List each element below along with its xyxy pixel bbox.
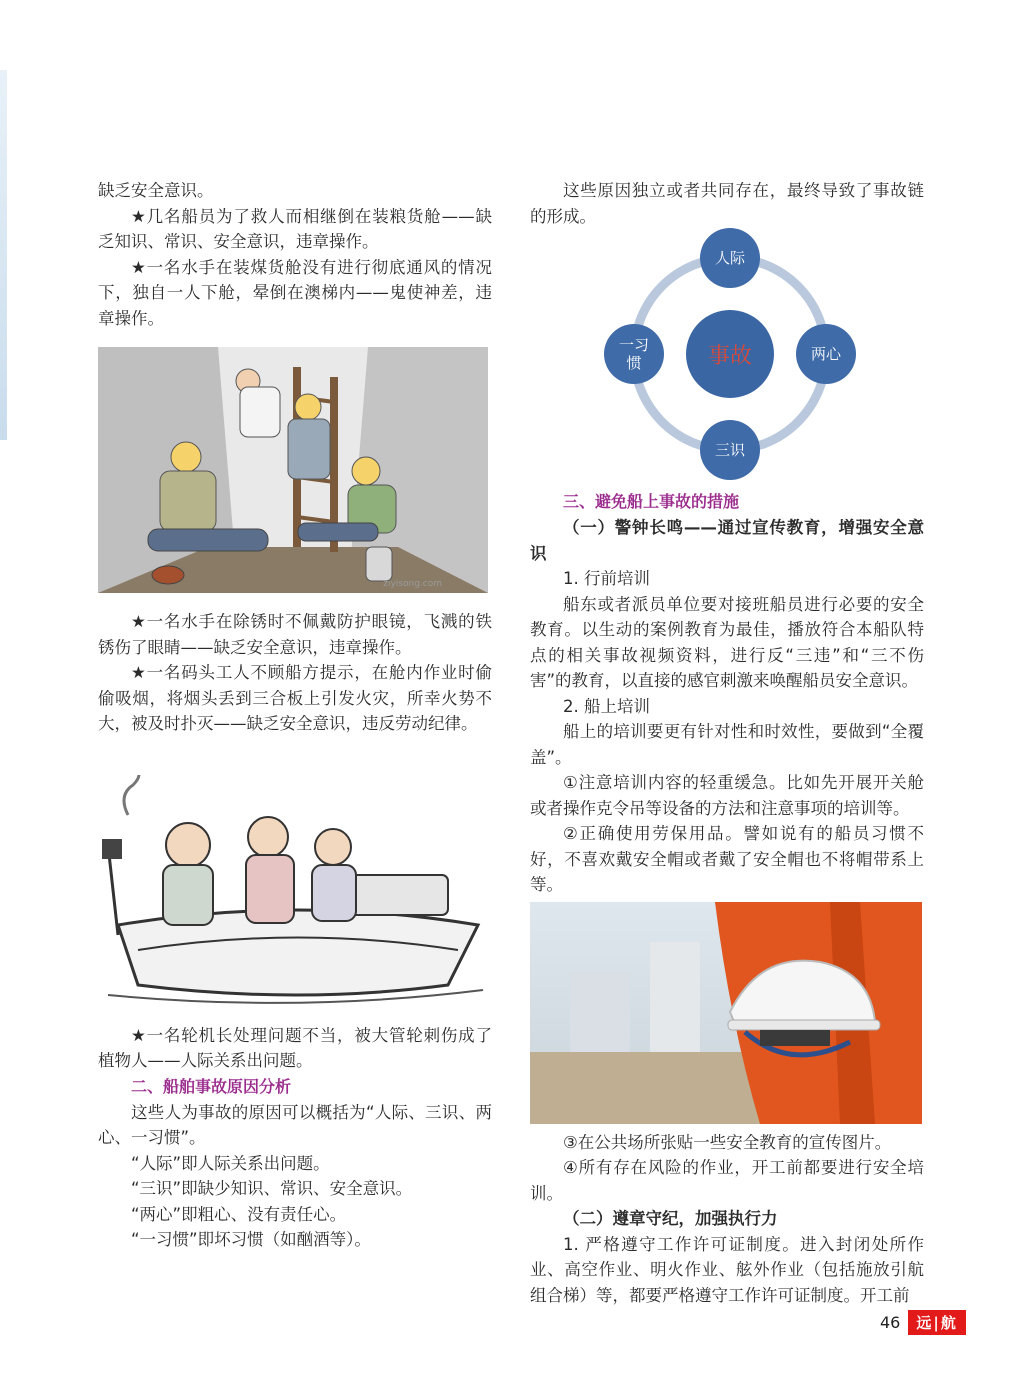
paragraph: ①注意培训内容的轻重缓急。比如先开展开关舱或者操作克令吊等设备的方法和注意事项的培训等。 xyxy=(530,773,924,818)
page-footer xyxy=(880,1310,966,1334)
paragraph: ★一名水手在除锈时不佩戴防护眼镜，飞溅的铁锈伤了眼睛——缺乏安全意识，违章操作。 xyxy=(98,612,492,657)
paragraph: ④所有存在风险的作业，开工前都要进行安全培训。 xyxy=(530,1158,924,1203)
cargo-hold-rescue-illustration xyxy=(98,347,488,593)
paragraph: ★一名轮机长处理问题不当，被大管轮刺伤成了植物人——人际关系出问题。 xyxy=(98,1025,492,1070)
list-item: 1. 行前培训 xyxy=(563,569,650,588)
paragraph: “一习惯”即坏习惯（如酗酒等）。 xyxy=(131,1230,371,1249)
section-heading: 二、船舶事故原因分析 xyxy=(131,1076,292,1096)
cycle-node-top: 人际 xyxy=(700,228,760,288)
magazine-logo: 远|航 xyxy=(908,1310,965,1335)
paragraph: 1. 严格遵守工作许可证制度。进入封闭处所作业、高空作业、明火作业、舷外作业（包括施放引航组合梯）等，都要严格遵守工作许可证制度。开工前 xyxy=(530,1234,924,1305)
section-heading: 三、避免船上事故的措施 xyxy=(563,492,740,511)
list-item: 2. 船上培训 xyxy=(563,696,650,716)
paragraph: 船上的培训要更有针对性和时效性，要做到“全覆盖”。 xyxy=(530,722,924,767)
cycle-center-node: 事故 xyxy=(686,310,774,398)
subheading: （二）遵章守纪，加强执行力 xyxy=(563,1209,778,1228)
image-watermark: ziyisong.com xyxy=(383,579,442,589)
accident-cause-cycle-diagram xyxy=(530,231,924,481)
paragraph: ★几名船员为了救人而相继倒在装粮货舱——缺乏知识、常识、安全意识，违章操作。 xyxy=(98,206,492,251)
subheading: （一）警钟长鸣——通过宣传教育，增强安全意识 xyxy=(530,518,924,563)
page-edge-strip xyxy=(0,70,7,440)
paragraph: “两心”即粗心、没有责任心。 xyxy=(131,1204,347,1224)
paragraph: “三识”即缺少知识、常识、安全意识。 xyxy=(131,1179,413,1198)
boat-smoking-illustration xyxy=(98,775,488,1007)
safety-helmet-photo xyxy=(530,902,922,1124)
cycle-node-left: 一习惯 xyxy=(604,324,664,384)
page-number: 46 xyxy=(880,1312,901,1332)
paragraph: 这些人为事故的原因可以概括为“人际、三识、两心、一习惯”。 xyxy=(98,1102,492,1147)
left-column xyxy=(98,178,492,1253)
cycle-node-bottom: 三识 xyxy=(700,420,760,480)
paragraph: ③在公共场所张贴一些安全教育的宣传图片。 xyxy=(563,1132,892,1152)
paragraph: “人际”即人际关系出问题。 xyxy=(131,1153,330,1173)
paragraph: 这些原因独立或者共同存在，最终导致了事故链的形成。 xyxy=(530,181,924,226)
cycle-node-right: 两心 xyxy=(796,324,856,384)
paragraph: 船东或者派员单位要对接班船员进行必要的安全教育。以生动的案例教育为最佳，播放符合本船队特点的相关事故视频资料，进行反“三违”和“三不伤害”的教育，以直接的感官刺激来唤醒船员安全意识。 xyxy=(530,594,924,690)
paragraph: 缺乏安全意识。 xyxy=(98,181,214,200)
right-column xyxy=(530,178,924,1308)
paragraph: ★一名水手在装煤货舱没有进行彻底通风的情况下，独自一人下舱，晕倒在澳梯内——鬼使神差，违章操作。 xyxy=(98,257,492,328)
paragraph: ②正确使用劳保用品。譬如说有的船员习惯不好，不喜欢戴安全帽或者戴了安全帽也不将帽带系上等。 xyxy=(530,824,924,894)
paragraph: ★一名码头工人不顾船方提示，在舱内作业时偷偷吸烟，将烟头丢到三合板上引发火灾，所幸火势不大，被及时扑灭——缺乏安全意识，违反劳动纪律。 xyxy=(98,663,492,733)
